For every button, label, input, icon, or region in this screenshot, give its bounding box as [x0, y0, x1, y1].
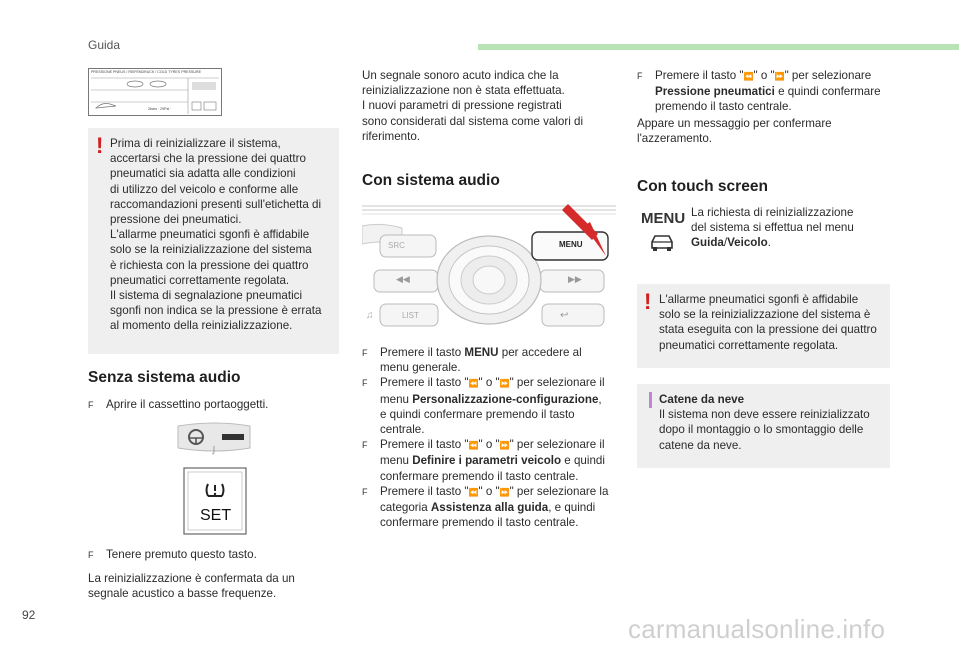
middle-step-4: F Premere il tasto "⏪" o "⏩" per selezionare la categoria Assistenza alla guida, e quindi confermare premendo il tasto centrale. [362, 484, 609, 530]
middle-intro-paragraph: Un segnale sonoro acuto indica che la reinizializzazione non è stata effettuata. I nuovi parametri di pressione registrati sono considerati dal sistema come valori di riferimento. [362, 69, 584, 143]
bullet-icon: F [88, 400, 94, 410]
right-warning-box [637, 284, 890, 368]
heading-con-sistema-audio: Con sistema audio [362, 172, 500, 189]
bullet-icon: F [362, 486, 368, 497]
right-step: F Premere il tasto "⏪" o "⏩" per selezionare Pressione pneumatici e quindi confermare premendo il tasto centrale. [637, 69, 881, 114]
bullet-icon: F [362, 378, 368, 389]
info-icon [649, 392, 652, 408]
left-confirm-paragraph: La reinizializzazione è confermata da un segnale acustico a basse frequenze. [88, 572, 295, 601]
tyre-label-small-text: 2bars · 29Psi · [148, 107, 172, 111]
audio-menu-button-label: MENU [559, 240, 583, 249]
audio-src-button-label: SRC [388, 241, 405, 250]
heading-senza-sistema-audio: Senza sistema audio [88, 369, 241, 386]
warning-exclamation-icon: ! [96, 133, 104, 158]
middle-step-3: F Premere il tasto "⏪" o "⏩" per selezionare il menu Definire i parametri veicolo e quindi confermare premendo il tasto centrale. [362, 438, 605, 483]
right-info-text: Catene da neve Il sistema non deve essere reinizializzato dopo il montaggio o lo smontaggio delle catene da neve. [659, 393, 870, 452]
next-icon: ⏩ [499, 379, 510, 389]
warning-exclamation-icon: ! [644, 289, 652, 314]
right-warning-text: L'allarme pneumatici sgonfi è affidabile solo se la reinizializzazione del sistema è stata eseguita con la pressione dei quattro pneumatici correttamente regolata. [659, 293, 877, 352]
tyre-pressure-label-illustration [88, 68, 222, 116]
left-step-2: F Tenere premuto questo tasto. [88, 547, 338, 563]
bullet-icon: F [637, 71, 643, 81]
header-accent-bar [478, 44, 959, 50]
car-icon [648, 232, 676, 252]
right-confirm-paragraph: Appare un messaggio per confermare l'azzeramento. [637, 117, 832, 146]
middle-step-2: F Premere il tasto "⏪" o "⏩" per selezionare il menu Personalizzazione-configurazione, e quindi confermare premendo il tasto centrale. [362, 376, 605, 437]
menu-icon-label: MENU [641, 210, 686, 227]
prev-icon: ⏪ [468, 487, 479, 497]
page-number: 92 [22, 608, 36, 622]
next-icon: ⏩ [499, 441, 510, 451]
set-button-label: SET [200, 507, 232, 524]
touch-screen-text: La richiesta di reinizializzazione del sistema si effettua nel menu Guida/Veicolo. [691, 206, 854, 250]
svg-text:↩: ↩ [560, 310, 569, 321]
left-step-1: F Aprire il cassettino portaoggetti. [88, 397, 338, 413]
middle-steps [362, 345, 618, 530]
bullet-icon: F [362, 440, 368, 451]
prev-icon: ⏪ [468, 441, 479, 451]
prev-icon: ⏪ [743, 72, 754, 81]
prev-icon: ⏪ [468, 379, 479, 389]
section-label: Guida [88, 38, 121, 52]
left-warning-box [88, 128, 339, 354]
set-button-illustration [170, 420, 260, 538]
bullet-icon: F [88, 550, 94, 560]
left-warning-text: Prima di reinizializzare il sistema, accertarsi che la pressione dei quattro pneumatici sia adatta alle condizioni di utilizzo del veicolo e conforme alle raccomandazioni presenti sull'etichetta di pressione dei pneumatici. L'allarme pneumatici sgonfi è affidabile solo se la reinizializzazione del sistema è richiesta con la pressione dei quattro pneumatici correttamente regolata. Il sistema di segnalazione pneumatici sgonfi non indica se la pressione è errata al momento della reinizializzazione. [110, 137, 322, 333]
svg-text:◀◀: ◀◀ [396, 274, 410, 284]
heading-con-touch-screen: Con touch screen [637, 178, 768, 195]
svg-text:♫: ♫ [366, 310, 374, 321]
watermark: carmanualsonline.info [628, 614, 886, 644]
svg-text:▶▶: ▶▶ [568, 274, 582, 284]
middle-step-1: F Premere il tasto MENU per accedere al menu generale. [362, 346, 582, 375]
audio-system-illustration [362, 200, 616, 330]
next-icon: ⏩ [499, 487, 510, 497]
next-icon: ⏩ [774, 72, 785, 81]
bullet-icon: F [362, 348, 368, 358]
tyre-label-title: PRESSIONE PNEUS / REIFENDRUCK / COLD TYRES PRESSURE [91, 70, 201, 74]
audio-list-button-label: LIST [402, 311, 419, 320]
right-info-box [637, 384, 890, 468]
